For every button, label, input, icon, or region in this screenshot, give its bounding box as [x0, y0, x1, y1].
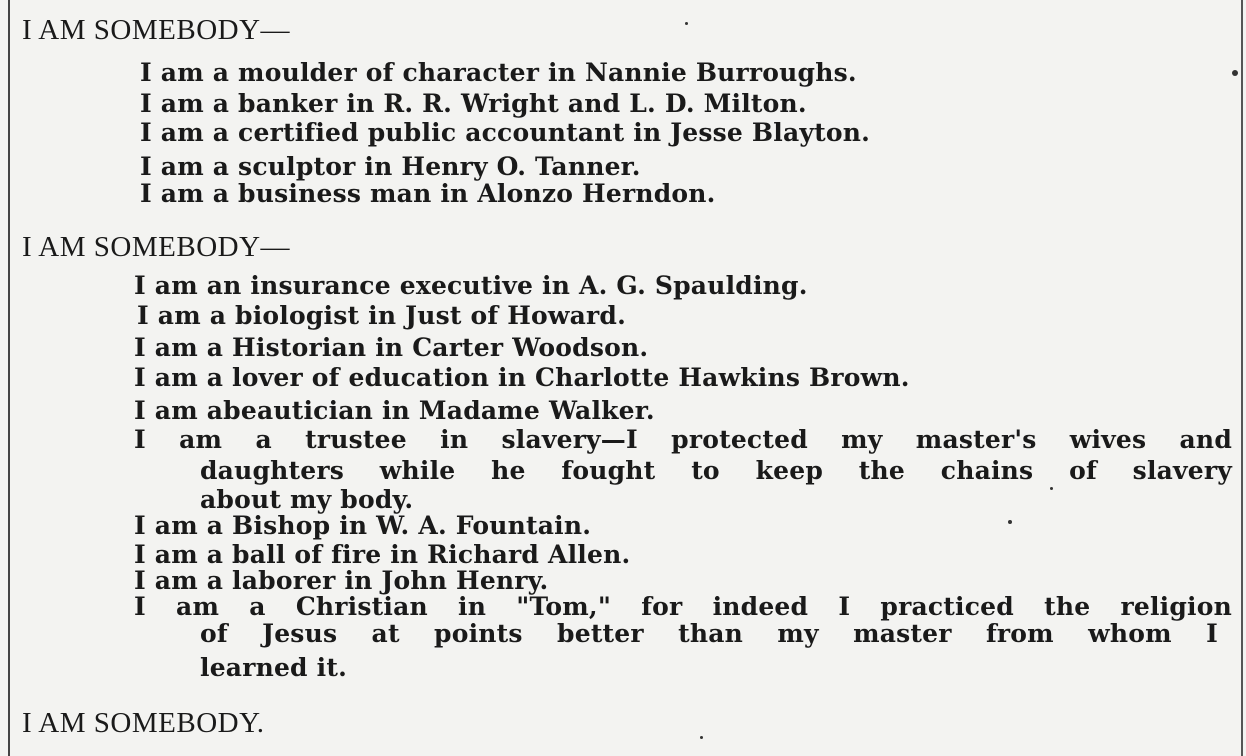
stanza-2-line-5: I am abeautician in Madame Walker. [134, 396, 655, 425]
stanza-2-line-13: of Jesus at points better than my master from whom I [200, 619, 1218, 648]
stanza-2-heading: I AM SOMEBODY— [22, 231, 291, 263]
stanza-2-line-4: I am a lover of education in Charlotte Hawkins Brown. [134, 363, 910, 392]
ink-speck [685, 22, 688, 25]
stanza-2-line-7: daughters while he fought to keep the chains of slavery [200, 456, 1232, 485]
stanza-2-line-8: about my body. [200, 485, 414, 514]
stanza-1-line-4: I am a sculptor in Henry O. Tanner. [140, 152, 641, 181]
ink-speck [1050, 487, 1053, 490]
stanza-1-line-2: I am a banker in R. R. Wright and L. D. Milton. [140, 89, 807, 118]
stanza-2-line-6: I am a trustee in slavery—I protected my master's wives and [134, 425, 1232, 454]
ink-speck [1008, 520, 1012, 524]
stanza-2-line-11: I am a laborer in John Henry. [134, 566, 549, 595]
stanza-2-line-1: I am an insurance executive in A. G. Spaulding. [134, 271, 808, 300]
stanza-1-heading: I AM SOMEBODY— [22, 14, 291, 46]
ink-speck [1232, 70, 1238, 76]
stanza-1-line-5: I am a business man in Alonzo Herndon. [140, 179, 716, 208]
right-column-rule [1241, 0, 1243, 756]
stanza-1-line-3: I am a certified public accountant in Jesse Blayton. [140, 118, 870, 147]
stanza-2-line-3: I am a Historian in Carter Woodson. [134, 333, 649, 362]
stanza-2-line-2: I am a biologist in Just of Howard. [137, 301, 626, 330]
stanza-3-heading: I AM SOMEBODY. [22, 707, 265, 739]
stanza-2-line-10: I am a ball of fire in Richard Allen. [134, 540, 631, 569]
stanza-2-line-12: I am a Christian in "Tom," for indeed I practiced the religion [134, 592, 1232, 621]
stanza-2-line-14: learned it. [200, 653, 347, 682]
stanza-2-line-9: I am a Bishop in W. A. Fountain. [134, 511, 592, 540]
ink-speck [700, 736, 703, 739]
stanza-1-line-1: I am a moulder of character in Nannie Burroughs. [140, 58, 857, 87]
left-column-rule [8, 0, 10, 756]
